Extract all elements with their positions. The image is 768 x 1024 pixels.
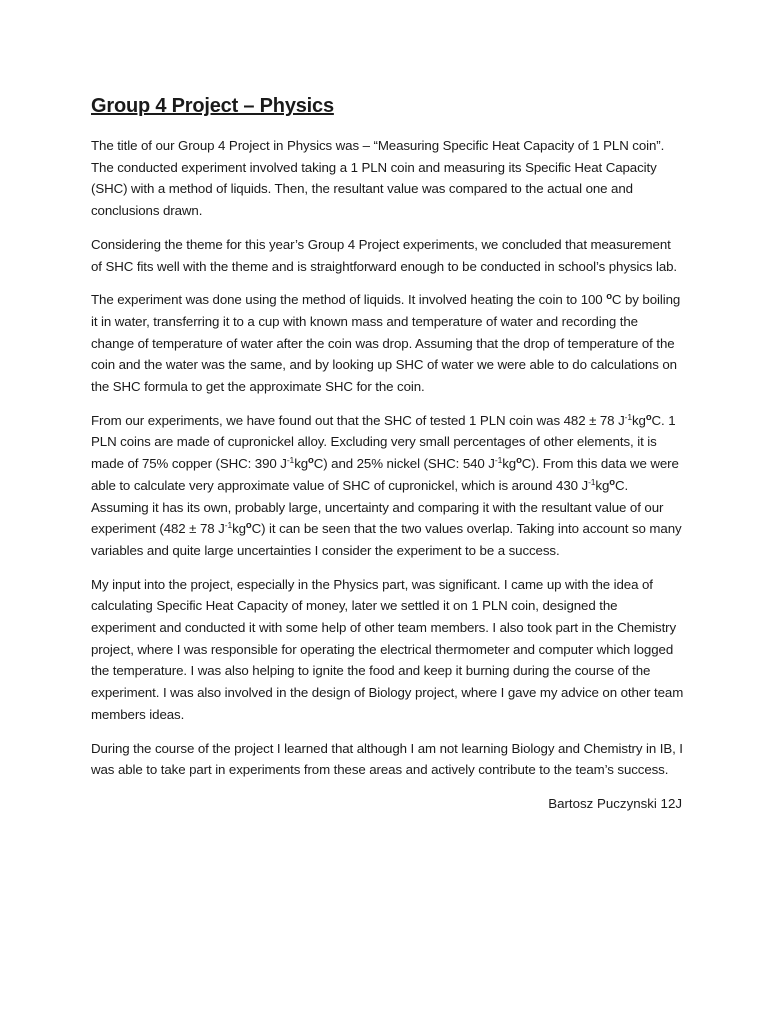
paragraph-method <box>91 289 684 398</box>
text-segment: C. 1 PLN coins are made of cupronickel alloy. Excluding very small percentages of other elements, it is made of 75% copper (SHC: 390 J <box>91 412 676 472</box>
text-segment: kg <box>502 456 517 472</box>
text-segment: C. Assuming it has its own, probably large, uncertainty and comparing it with the resultant value of our experiment (482 ± 78 J <box>91 477 664 537</box>
paragraph-results <box>91 410 684 562</box>
paragraph-theme: Considering the theme for this year’s Group 4 Project experiments, we concluded that measurement of SHC fits well with the theme and is straightforward enough to be conducted in school’s physics lab. <box>91 236 678 274</box>
superscript: -1 <box>224 520 233 531</box>
degree-symbol: o <box>645 411 652 423</box>
degree-symbol: o <box>609 476 615 488</box>
text-segment: C by boiling it in water, transferring it to a cup with known mass and temperature of water and recording the change of temperature of water after the coin was drop. Assuming that the drop of temperature of the coin and the water was the same, and by looking up SHC of water we were able to do calculations on the SHC formula to get the approximate SHC for the coin. <box>91 292 681 395</box>
text-segment: From our experiments, we have found out that the SHC of tested 1 PLN coin was 482 ± 78 J <box>91 412 625 428</box>
page-title: Group 4 Project – Physics <box>91 95 334 117</box>
degree-symbol: o <box>308 455 314 467</box>
superscript: -1 <box>286 455 295 466</box>
text-segment: kg <box>294 456 309 472</box>
paragraph-contribution: My input into the project, especially in the Physics part, was significant. I came up with the idea of calculating Specific Heat Capacity of money, later we settled it on 1 PLN coin, designed the experiment and conducted it with some help of other team members. I also took part in the Chemistry project, where I was responsible for operating the electrical thermometer and computer which logged the temperature. I was also helping to ignite the food and keep it burning during the course of the experiment. I was also involved in the design of Biology project, where I gave my advice on other team members ideas. <box>91 576 684 722</box>
text-segment: The experiment was done using the method of liquids. It involved heating the coin to 100 <box>91 292 607 308</box>
degree-symbol: o <box>516 455 522 467</box>
text-segment: kg <box>595 477 610 493</box>
superscript: -1 <box>494 455 503 466</box>
text-segment: C). From this data we were able to calculate very approximate value of SHC of cupronickel, which is around 430 J <box>91 456 679 493</box>
author-signature: Bartosz Puczynski 12J <box>548 795 682 811</box>
text-segment: kg <box>631 412 646 428</box>
text-segment: C) and 25% nickel (SHC: 540 J <box>313 456 495 472</box>
degree-symbol: o <box>245 520 252 532</box>
paragraph-conclusion: During the course of the project I learned that although I am not learning Biology and Chemistry in IB, I was able to take part in experiments from these areas and actively contribute to the team’s success. <box>91 740 683 778</box>
superscript: -1 <box>624 411 632 422</box>
paragraph-introduction: The title of our Group 4 Project in Physics was – “Measuring Specific Heat Capacity of 1 PLN coin”. The conducted experiment involved taking a 1 PLN coin and measuring its Specific Heat Capacity (SHC) with a method of liquids. Then, the resultant value was compared to the actual one and conclusions drawn. <box>91 138 665 219</box>
text-segment: C) it can be seen that the two values overlap. Taking into account so many variables and quite large uncertainties I consider the experiment to be a success. <box>91 521 682 558</box>
superscript: -1 <box>588 476 596 487</box>
text-segment: kg <box>232 521 246 537</box>
degree-symbol: o <box>606 291 612 303</box>
